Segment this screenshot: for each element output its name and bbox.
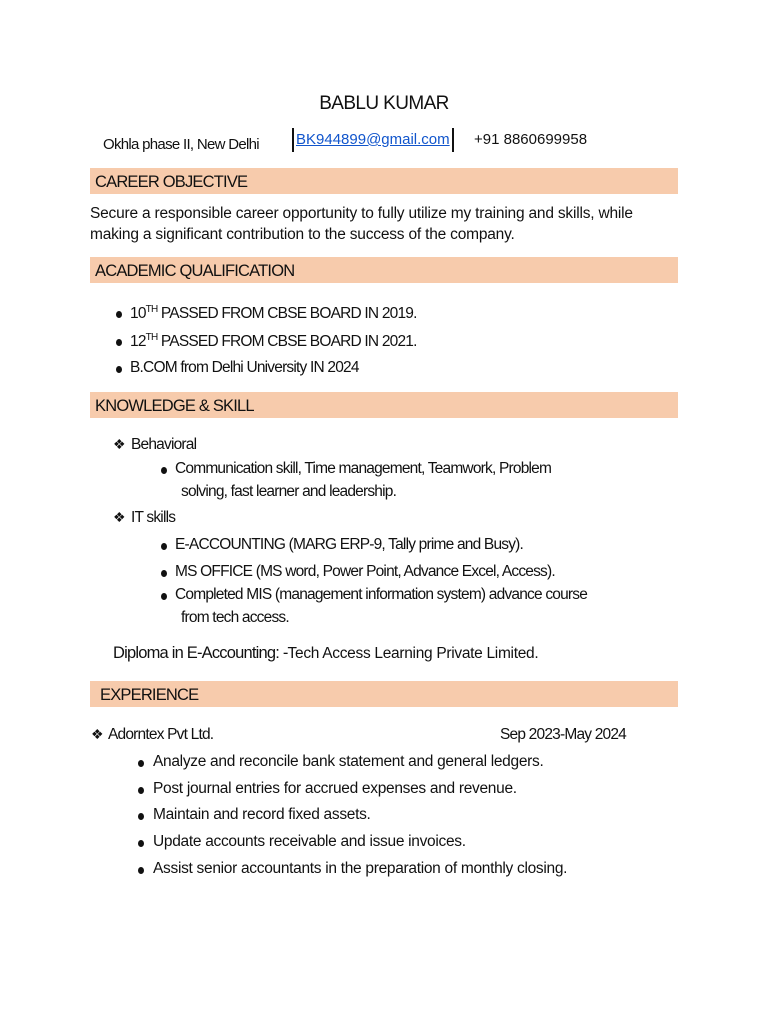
bullet-icon bbox=[138, 840, 144, 847]
employment-dates: Sep 2023-May 2024 bbox=[500, 726, 626, 743]
section-title: KNOWLEDGE & SKILL bbox=[95, 397, 254, 415]
duty-item: Maintain and record fixed assets. bbox=[153, 806, 371, 823]
behavioral-title: Behavioral bbox=[131, 436, 197, 453]
section-title: EXPERIENCE bbox=[100, 686, 199, 704]
bullet-icon bbox=[161, 543, 167, 550]
career-objective-text bbox=[90, 203, 633, 245]
it-skills-title: IT skills bbox=[131, 509, 176, 526]
diamond-marker-icon: ❖ bbox=[113, 509, 126, 525]
behavioral-skills: solving, fast learner and leadership. bbox=[181, 483, 397, 500]
diamond-marker-icon: ❖ bbox=[113, 436, 126, 452]
it-skill-item: MS OFFICE (MS word, Power Point, Advance Excel, Access). bbox=[175, 563, 555, 580]
diploma-label: Diploma in E-Accounting: - bbox=[113, 644, 288, 662]
duty-item: Post journal entries for accrued expenses and revenue. bbox=[153, 780, 517, 797]
section-title: CAREER OBJECTIVE bbox=[95, 173, 248, 191]
bullet-icon bbox=[161, 467, 167, 474]
diamond-marker-icon: ❖ bbox=[91, 726, 104, 742]
career-line: Secure a responsible career opportunity to fully utilize my training and skills, while bbox=[90, 205, 633, 222]
email-link[interactable]: BK944899@gmail.com bbox=[296, 131, 450, 148]
bullet-icon bbox=[116, 339, 122, 346]
section-academic bbox=[90, 257, 678, 283]
section-knowledge-skill bbox=[90, 392, 678, 418]
section-title: ACADEMIC QUALIFICATION bbox=[95, 262, 295, 280]
diploma-line bbox=[113, 644, 538, 663]
bullet-icon bbox=[116, 366, 122, 373]
duty-item: Assist senior accountants in the preparation of monthly closing. bbox=[153, 860, 568, 877]
academic-item: 10TH PASSED FROM CBSE BOARD IN 2019. bbox=[130, 304, 417, 323]
it-skill-item: from tech access. bbox=[181, 609, 289, 626]
academic-item: 12TH PASSED FROM CBSE BOARD IN 2021. bbox=[130, 332, 417, 351]
it-skill-item: Completed MIS (management information system) advance course bbox=[175, 586, 588, 603]
bullet-icon bbox=[161, 570, 167, 577]
email-box bbox=[292, 128, 454, 152]
bullet-icon bbox=[138, 787, 144, 794]
it-skill-item: E-ACCOUNTING (MARG ERP-9, Tally prime and Busy). bbox=[175, 536, 524, 553]
bullet-icon bbox=[138, 760, 144, 767]
bullet-icon bbox=[116, 311, 122, 318]
duty-item: Analyze and reconcile bank statement and general ledgers. bbox=[153, 753, 544, 770]
bullet-icon bbox=[138, 813, 144, 820]
behavioral-skills: Communication skill, Time management, Teamwork, Problem bbox=[175, 460, 552, 477]
bullet-icon bbox=[161, 593, 167, 600]
company-name: Adorntex Pvt Ltd. bbox=[108, 726, 214, 743]
phone-number: +91 8860699958 bbox=[474, 131, 588, 148]
section-experience bbox=[90, 681, 678, 707]
section-career-objective bbox=[90, 168, 678, 194]
address: Okhla phase II, New Delhi bbox=[103, 136, 259, 153]
academic-item: B.COM from Delhi University IN 2024 bbox=[130, 359, 359, 376]
career-line: making a significant contribution to the success of the company. bbox=[90, 226, 515, 243]
candidate-name: BABLU KUMAR bbox=[319, 93, 449, 114]
duty-item: Update accounts receivable and issue invoices. bbox=[153, 833, 466, 850]
diploma-text: Tech Access Learning Private Limited. bbox=[287, 645, 539, 662]
bullet-icon bbox=[138, 867, 144, 874]
